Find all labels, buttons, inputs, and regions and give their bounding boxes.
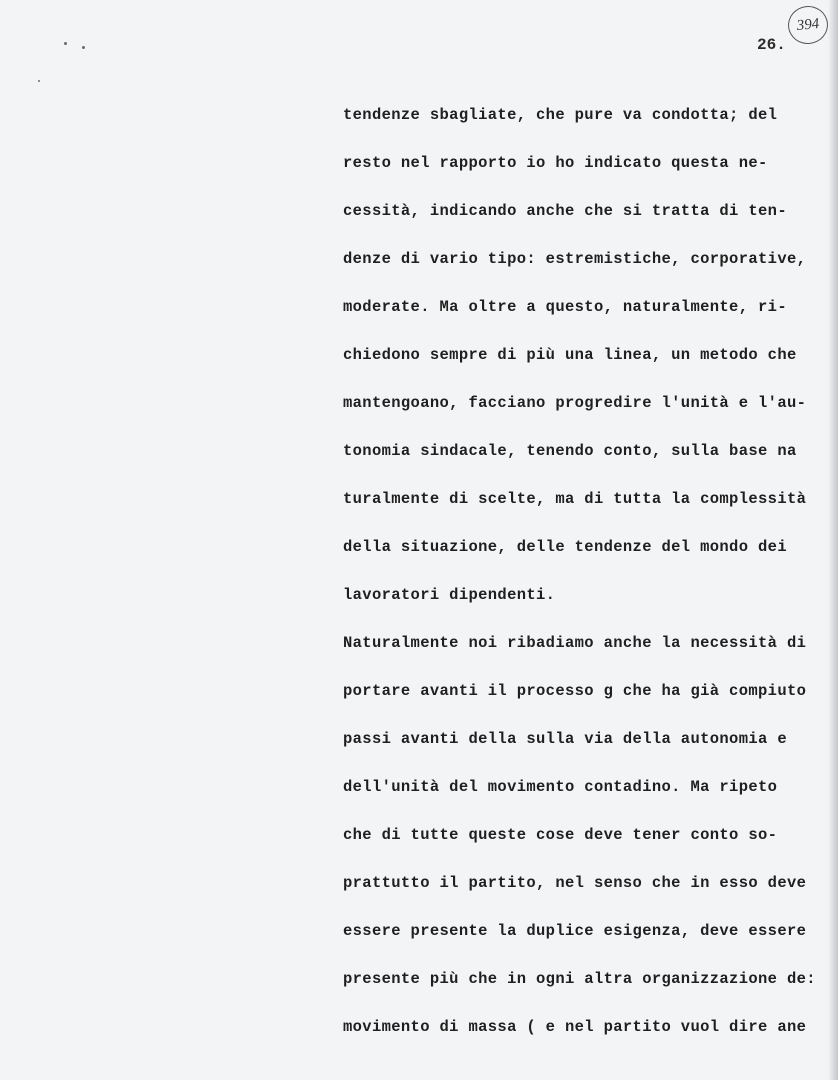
ink-speck [82,46,85,49]
text-line: prattutto il partito, nel senso che in esso deve [343,874,807,892]
text-line: movimento di massa ( e nel partito vuol dire ane [343,1018,807,1036]
text-line: resto nel rapporto io ho indicato questa ne- [343,154,768,172]
ink-speck [64,42,67,45]
text-line: moderate. Ma oltre a questo, naturalmente, ri- [343,298,787,316]
text-line: mantengoano, facciano progredire l'unità e l'au- [343,394,807,412]
text-line: tonomia sindacale, tenendo conto, sulla base na [343,442,797,460]
text-line: che di tutte queste cose deve tener conto so- [343,826,778,844]
text-line: dell'unità del movimento contadino. Ma ripeto [343,778,778,796]
text-line: cessità, indicando anche che si tratta di ten- [343,202,787,220]
text-line: turalmente di scelte, ma di tutta la complessità [343,490,807,508]
text-line: della situazione, delle tendenze del mondo dei [343,538,787,556]
text-line: passi avanti della sulla via della autonomia e [343,730,787,748]
ink-speck [38,80,40,82]
text-line: lavoratori dipendenti. [343,586,556,604]
text-line: chiedono sempre di più una linea, un metodo che [343,346,797,364]
text-line: Naturalmente noi ribadiamo anche la necessità di [343,634,807,652]
text-line: presente più che in ogni altra organizzazione de: [343,970,816,988]
text-line: portare avanti il processo g che ha già compiuto [343,682,807,700]
text-line: denze di vario tipo: estremistiche, corporative, [343,250,807,268]
text-line: essere presente la duplice esigenza, deve essere [343,922,807,940]
page-number: 26. [757,36,786,54]
text-line: tendenze sbagliate, che pure va condotta; del [343,106,778,124]
page-edge-shadow [828,0,838,1080]
archive-page-stamp: 394 [786,4,830,46]
